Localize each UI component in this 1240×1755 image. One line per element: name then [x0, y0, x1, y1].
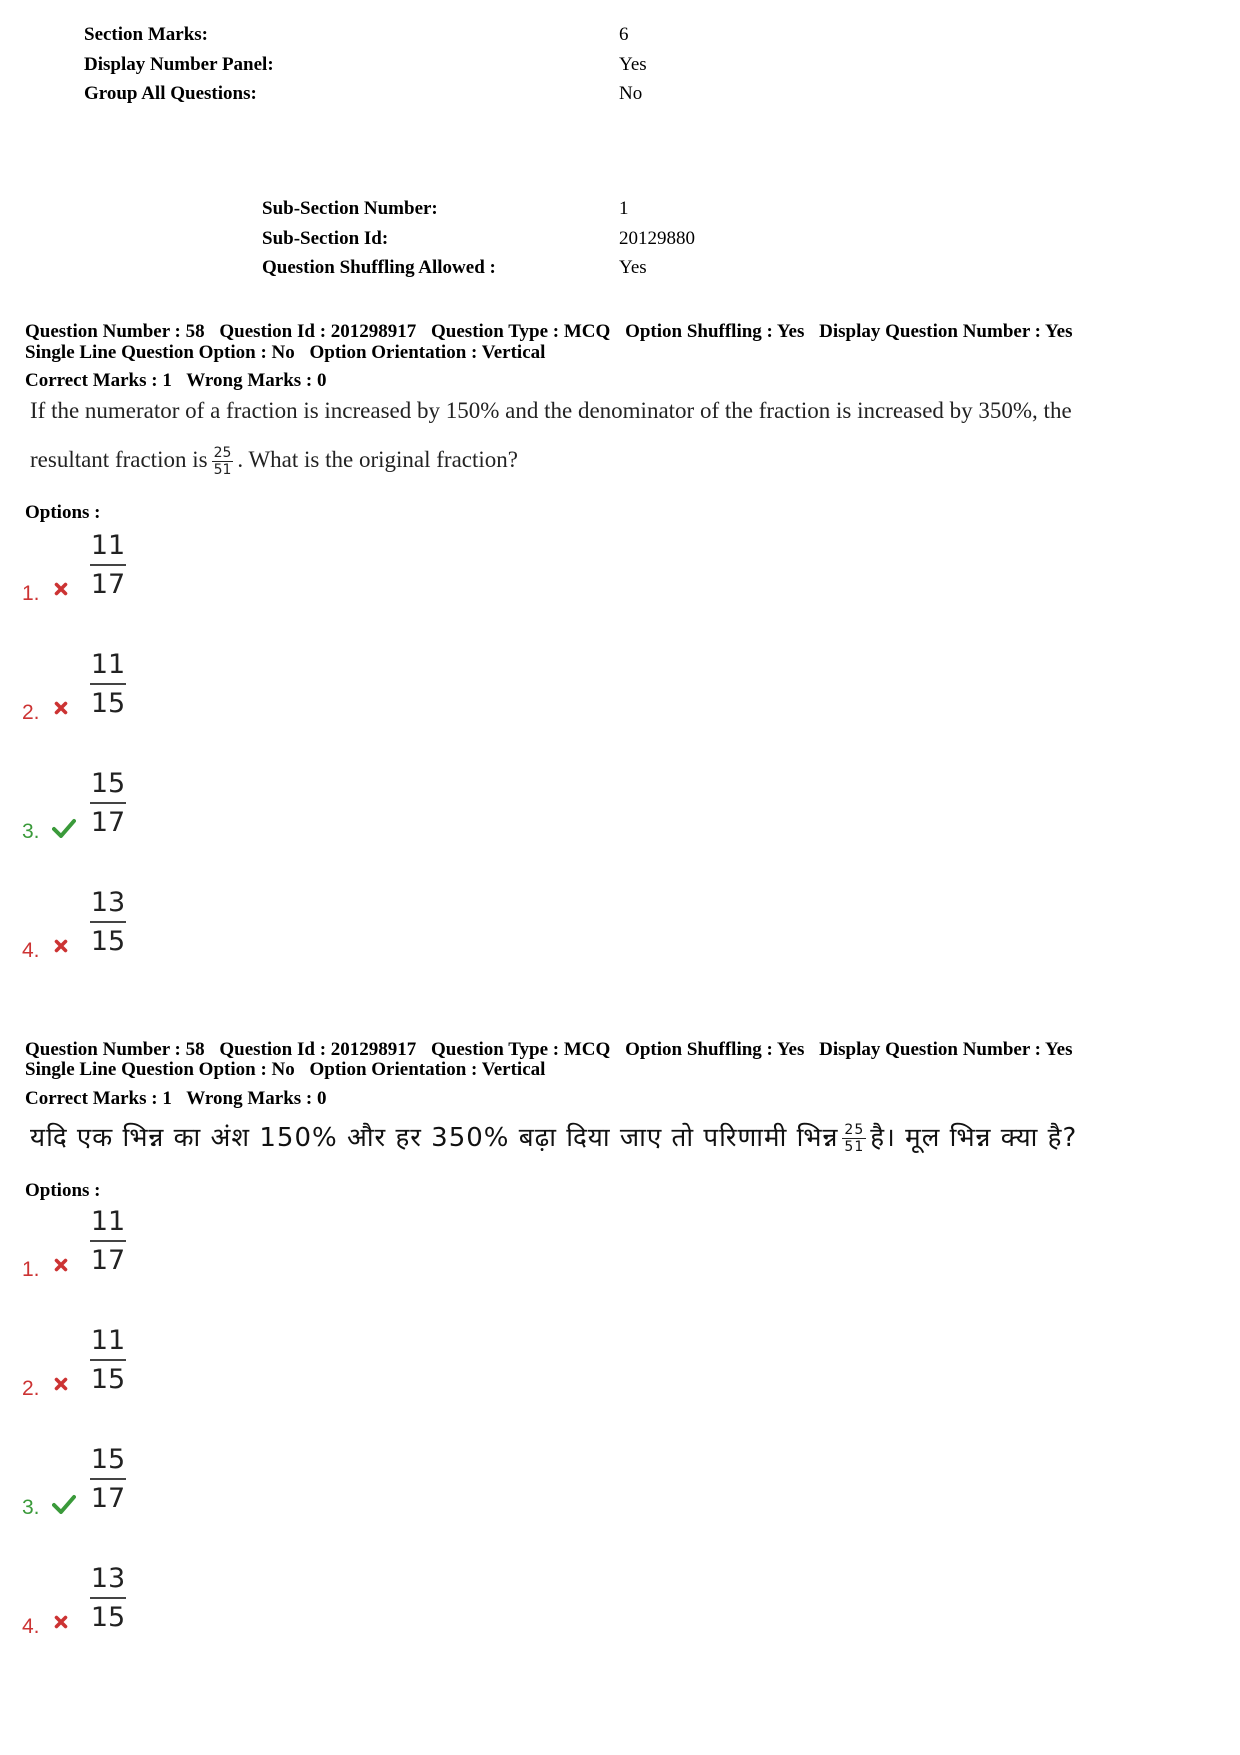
question-marks — [25, 371, 336, 391]
correct-marks: Correct Marks : 1 — [25, 370, 172, 391]
option-numerator: 11 — [90, 647, 126, 685]
option-item[interactable] — [22, 766, 172, 866]
section-marks-label: Section Marks: — [84, 24, 209, 45]
option-denominator: 17 — [90, 807, 126, 838]
option-orientation: Option Orientation : Vertical — [309, 342, 546, 363]
option-denominator: 15 — [90, 1602, 126, 1633]
option-denominator: 15 — [90, 688, 126, 719]
single-line-option: Single Line Question Option : No — [25, 1059, 295, 1080]
sub-section-number-label: Sub-Section Number: — [262, 198, 438, 219]
option-item[interactable] — [22, 1442, 172, 1542]
option-fraction — [90, 1204, 126, 1280]
fraction-numerator: 25 — [844, 1122, 865, 1138]
question-text-part: यदि एक भिन्न का अंश 150% और हर 350% बढ़ा दिया जाए तो परिणामी भिन्न — [30, 1123, 839, 1153]
fraction-numerator: 25 — [213, 445, 232, 461]
question-id: Question Id : 201298917 — [219, 1039, 417, 1060]
option-number: 4. — [22, 1615, 40, 1638]
option-number: 2. — [22, 1377, 40, 1400]
wrong-marks: Wrong Marks : 0 — [186, 370, 327, 391]
option-fraction — [90, 647, 126, 723]
option-numerator: 13 — [90, 1561, 126, 1599]
option-item[interactable] — [22, 528, 172, 628]
option-numerator: 11 — [90, 1323, 126, 1361]
option-number: 1. — [22, 582, 40, 605]
question-meta-line2 — [25, 1060, 555, 1080]
display-question-number: Display Question Number : Yes — [819, 321, 1073, 342]
question-type: Question Type : MCQ — [431, 1039, 611, 1060]
options-label: Options : — [25, 502, 101, 523]
option-number: 4. — [22, 939, 40, 962]
cross-icon — [52, 937, 72, 957]
cross-icon — [52, 699, 72, 719]
question-type: Question Type : MCQ — [431, 321, 611, 342]
question-meta-line2 — [25, 343, 555, 363]
sub-section-id-value: 20129880 — [619, 228, 695, 249]
option-numerator: 11 — [90, 1204, 126, 1242]
question-shuffling-value: Yes — [619, 257, 647, 278]
option-fraction — [90, 885, 126, 961]
section-marks-value: 6 — [619, 24, 629, 45]
question-shuffling-label: Question Shuffling Allowed : — [262, 257, 496, 278]
cross-icon — [52, 1256, 72, 1276]
option-fraction — [90, 1323, 126, 1399]
option-fraction — [90, 528, 126, 604]
cross-icon — [52, 1613, 72, 1633]
sub-section-number-value: 1 — [619, 198, 629, 219]
option-denominator: 17 — [90, 1245, 126, 1276]
sub-section-id-label: Sub-Section Id: — [262, 228, 389, 249]
check-icon — [52, 1494, 72, 1514]
display-number-panel-value: Yes — [619, 54, 647, 75]
cross-icon — [52, 580, 72, 600]
option-numerator: 13 — [90, 885, 126, 923]
option-numerator: 15 — [90, 766, 126, 804]
option-denominator: 15 — [90, 1364, 126, 1395]
question-id: Question Id : 201298917 — [219, 321, 417, 342]
fraction-denominator: 51 — [844, 1139, 865, 1155]
option-orientation: Option Orientation : Vertical — [309, 1059, 546, 1080]
options-label: Options : — [25, 1180, 101, 1201]
option-fraction — [90, 766, 126, 842]
question-meta-line1 — [25, 1040, 1082, 1060]
group-all-questions-value: No — [619, 83, 643, 104]
display-question-number: Display Question Number : Yes — [819, 1039, 1073, 1060]
question-number: Question Number : 58 — [25, 1039, 205, 1060]
group-all-questions-label: Group All Questions: — [84, 83, 257, 104]
cross-icon — [52, 1375, 72, 1395]
option-shuffling: Option Shuffling : Yes — [625, 1039, 805, 1060]
question-meta-line1 — [25, 322, 1082, 342]
option-item[interactable] — [22, 1561, 172, 1661]
question-text-line2 — [30, 445, 518, 478]
option-fraction — [90, 1561, 126, 1637]
single-line-option: Single Line Question Option : No — [25, 342, 295, 363]
option-denominator: 17 — [90, 569, 126, 600]
question-text-part: . What is the original fraction? — [237, 446, 518, 472]
option-number: 3. — [22, 1496, 40, 1519]
check-icon — [52, 818, 72, 838]
question-number: Question Number : 58 — [25, 321, 205, 342]
question-text-line1: If the numerator of a fraction is increased by 150% and the denominator of the fraction is increased by 350%, the — [30, 398, 1072, 423]
option-item[interactable] — [22, 885, 172, 985]
question-marks — [25, 1089, 336, 1109]
option-denominator: 15 — [90, 926, 126, 957]
display-number-panel-label: Display Number Panel: — [84, 54, 274, 75]
option-item[interactable] — [22, 1204, 172, 1304]
correct-marks: Correct Marks : 1 — [25, 1088, 172, 1109]
option-item[interactable] — [22, 647, 172, 747]
option-numerator: 11 — [90, 528, 126, 566]
question-text-part: resultant fraction is — [30, 446, 208, 472]
question-text-hindi — [30, 1118, 1077, 1155]
option-number: 1. — [22, 1258, 40, 1281]
option-numerator: 15 — [90, 1442, 126, 1480]
option-number: 3. — [22, 820, 40, 843]
question-text-part: है। मूल भिन्न क्या है? — [870, 1123, 1078, 1153]
wrong-marks: Wrong Marks : 0 — [186, 1088, 327, 1109]
fraction-denominator: 51 — [213, 462, 232, 478]
option-number: 2. — [22, 701, 40, 724]
option-shuffling: Option Shuffling : Yes — [625, 321, 805, 342]
question-fraction — [842, 1122, 866, 1155]
question-fraction — [212, 445, 234, 478]
option-denominator: 17 — [90, 1483, 126, 1514]
option-fraction — [90, 1442, 126, 1518]
option-item[interactable] — [22, 1323, 172, 1423]
